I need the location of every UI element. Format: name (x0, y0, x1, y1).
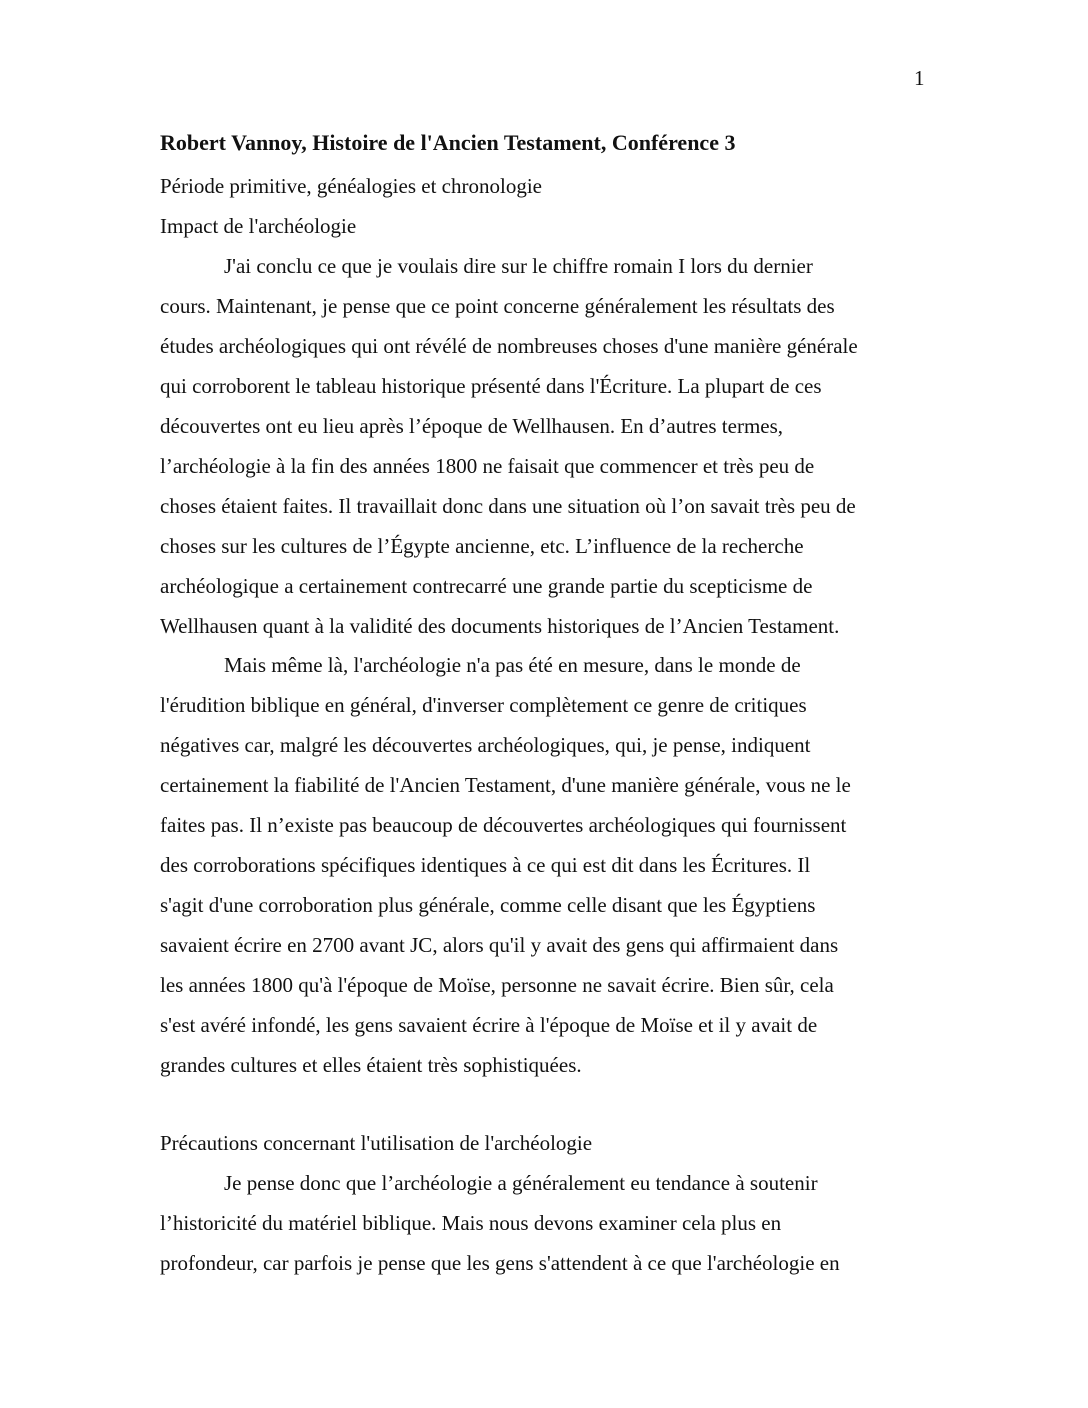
paragraph-line: profondeur, car parfois je pense que les gens s'attendent à ce que l'archéologie en (160, 1251, 840, 1275)
paragraph-line: négatives car, malgré les découvertes archéologiques, qui, je pense, indiquent (160, 733, 811, 757)
paragraph-line: l'érudition biblique en général, d'inverser complètement ce genre de critiques (160, 693, 807, 717)
paragraph-line: J'ai conclu ce que je voulais dire sur le chiffre romain I lors du dernier (224, 254, 813, 278)
paragraph-line: s'agit d'une corroboration plus générale, comme celle disant que les Égyptiens (160, 893, 816, 917)
paragraph-line: certainement la fiabilité de l'Ancien Testament, d'une manière générale, vous ne le (160, 773, 851, 797)
document-title: Robert Vannoy, Histoire de l'Ancien Testament, Conférence 3 (160, 130, 736, 155)
paragraph-line: les années 1800 qu'à l'époque de Moïse, personne ne savait écrire. Bien sûr, cela (160, 973, 834, 997)
section-heading-impact: Impact de l'archéologie (160, 214, 357, 238)
page-number: 1 (914, 66, 925, 90)
paragraph-line: des corroborations spécifiques identiques à ce qui est dit dans les Écritures. Il (160, 853, 811, 877)
paragraph-line: Je pense donc que l’archéologie a généralement eu tendance à soutenir (224, 1171, 818, 1195)
document-subtitle: Période primitive, généalogies et chronologie (160, 174, 542, 198)
paragraph-line: choses sur les cultures de l’Égypte ancienne, etc. L’influence de la recherche (160, 534, 804, 558)
paragraph-line: s'est avéré infondé, les gens savaient écrire à l'époque de Moïse et il y avait de (160, 1013, 818, 1037)
paragraph-line: l’archéologie à la fin des années 1800 ne faisait que commencer et très peu de (160, 454, 815, 478)
paragraph-line: faites pas. Il n’existe pas beaucoup de découvertes archéologiques qui fournissent (160, 813, 847, 837)
section-heading-precautions: Précautions concernant l'utilisation de l'archéologie (160, 1131, 593, 1155)
paragraph-line: cours. Maintenant, je pense que ce point concerne généralement les résultats des (160, 294, 835, 318)
paragraph-line: qui corroborent le tableau historique présenté dans l'Écriture. La plupart de ces (160, 374, 822, 398)
paragraph-line: Mais même là, l'archéologie n'a pas été en mesure, dans le monde de (224, 653, 801, 677)
paragraph-line: Wellhausen quant à la validité des documents historiques de l’Ancien Testament. (160, 614, 840, 638)
paragraph-line: archéologique a certainement contrecarré une grande partie du scepticisme de (160, 574, 813, 598)
paragraph-line: études archéologiques qui ont révélé de nombreuses choses d'une manière générale (160, 334, 858, 358)
paragraph-line: savaient écrire en 2700 avant JC, alors qu'il y avait des gens qui affirmaient dans (160, 933, 839, 957)
paragraph-line: choses étaient faites. Il travaillait donc dans une situation où l’on savait très peu de (160, 494, 856, 518)
paragraph-line: grandes cultures et elles étaient très sophistiquées. (160, 1053, 582, 1077)
paragraph-line: l’historicité du matériel biblique. Mais nous devons examiner cela plus en (160, 1211, 782, 1235)
paragraph-line: découvertes ont eu lieu après l’époque de Wellhausen. En d’autres termes, (160, 414, 784, 438)
